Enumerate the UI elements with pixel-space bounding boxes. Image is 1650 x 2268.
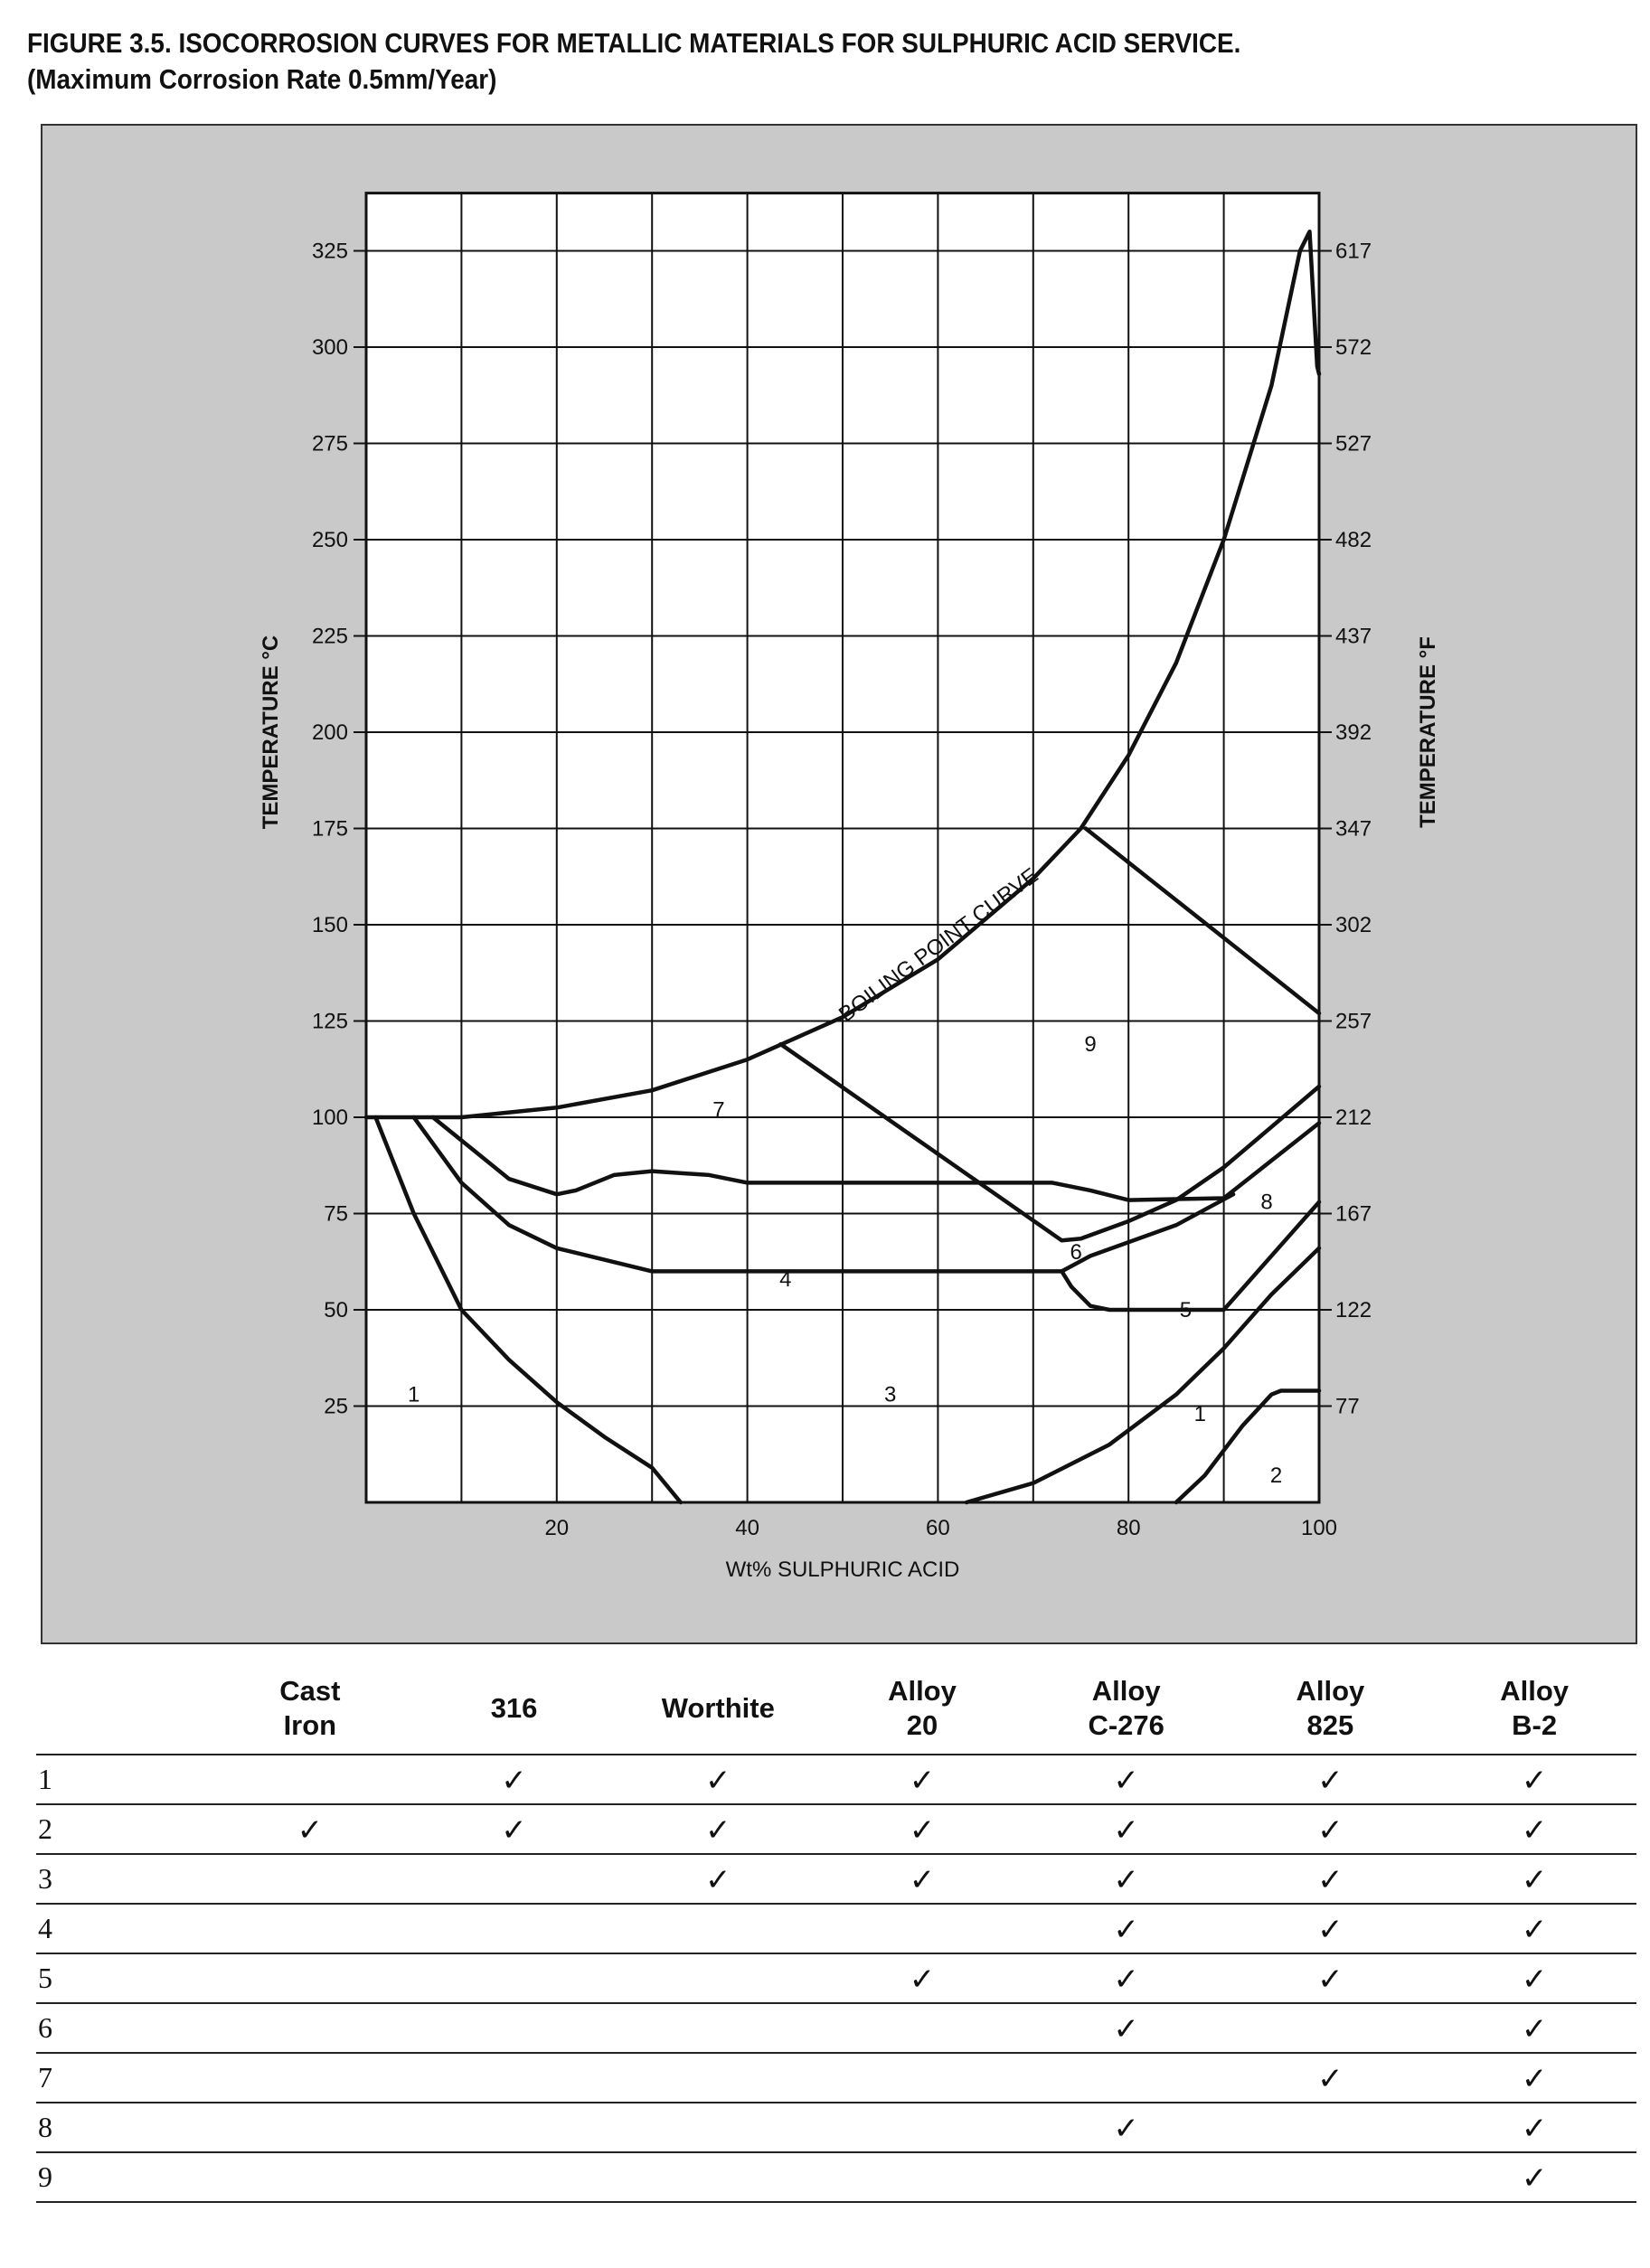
check-cell xyxy=(412,1804,617,1854)
y-tick-label: 325 xyxy=(311,239,348,264)
check-cell xyxy=(1432,2103,1636,2152)
table-row xyxy=(36,2003,1636,2053)
check-cell xyxy=(1229,1953,1433,2003)
check-cell xyxy=(1229,1904,1433,1953)
check-cell xyxy=(412,1953,617,2003)
check-cell xyxy=(1432,2152,1636,2202)
table-row xyxy=(36,1953,1636,2003)
check-cell xyxy=(616,1804,820,1854)
check-cell xyxy=(616,1755,820,1804)
check-cell xyxy=(616,1854,820,1904)
check-cell xyxy=(1229,1755,1433,1804)
check-cell xyxy=(1432,1804,1636,1854)
y-tick-label: 25 xyxy=(324,1394,348,1419)
check-cell xyxy=(412,2103,617,2152)
check-cell xyxy=(616,2003,820,2053)
row-label-header xyxy=(36,1663,208,1755)
check-mark-icon: ✓ xyxy=(1317,1861,1344,1898)
check-cell xyxy=(820,2152,1024,2202)
check-cell xyxy=(820,1854,1024,1904)
check-mark-icon: ✓ xyxy=(1317,1961,1344,1998)
check-mark-icon: ✓ xyxy=(1317,1911,1344,1948)
y2-tick-label: 347 xyxy=(1335,816,1372,842)
check-mark-icon: ✓ xyxy=(1521,2160,1548,2197)
check-cell xyxy=(208,1904,412,1953)
y2-tick-label: 527 xyxy=(1335,431,1372,456)
check-cell xyxy=(412,2152,617,2202)
check-cell xyxy=(1229,2003,1433,2053)
check-cell xyxy=(412,1904,617,1953)
y2-tick-label: 572 xyxy=(1335,335,1372,360)
check-cell xyxy=(1229,2103,1433,2152)
check-cell xyxy=(208,2003,412,2053)
y2-tick-label: 212 xyxy=(1335,1106,1372,1130)
figure-title: FIGURE 3.5. ISOCORROSION CURVES FOR METALLIC MATERIALS FOR SULPHURIC ACID SERVICE. xyxy=(27,27,1241,59)
check-cell xyxy=(820,2003,1024,2053)
x-tick-label: 60 xyxy=(926,1516,950,1540)
x-tick-label: 20 xyxy=(544,1516,570,1540)
table-row xyxy=(36,2053,1636,2103)
check-cell xyxy=(208,1854,412,1904)
check-cell xyxy=(1024,1755,1229,1804)
check-cell xyxy=(820,1755,1024,1804)
y-tick-label: 75 xyxy=(324,1201,348,1227)
check-mark-icon: ✓ xyxy=(1521,1911,1548,1948)
check-cell xyxy=(616,1953,820,2003)
check-cell xyxy=(208,2152,412,2202)
y2-tick-label: 482 xyxy=(1335,528,1372,552)
x-tick-label: 100 xyxy=(1300,1516,1338,1540)
check-cell xyxy=(616,1904,820,1953)
check-cell xyxy=(616,2053,820,2103)
table-row xyxy=(36,1755,1636,1804)
check-mark-icon: ✓ xyxy=(1113,1911,1139,1948)
y2-tick-label: 617 xyxy=(1335,239,1372,264)
check-mark-icon: ✓ xyxy=(1113,2110,1139,2147)
check-cell xyxy=(1432,1755,1636,1804)
check-mark-icon: ✓ xyxy=(909,1861,936,1898)
isocorrosion-chart xyxy=(42,126,1636,1642)
x-tick-label: 40 xyxy=(735,1516,759,1540)
check-cell xyxy=(1229,2053,1433,2103)
y2-tick-label: 122 xyxy=(1335,1298,1372,1322)
check-cell xyxy=(820,2103,1024,2152)
check-mark-icon: ✓ xyxy=(1113,1861,1139,1898)
chart-panel xyxy=(41,124,1637,1644)
check-cell xyxy=(820,1904,1024,1953)
table-row xyxy=(36,2103,1636,2152)
check-cell xyxy=(1024,2103,1229,2152)
check-cell xyxy=(616,2152,820,2202)
boiling-point-curve-label: BOILING POINT CURVE xyxy=(834,862,1043,1028)
check-cell xyxy=(1024,2003,1229,2053)
check-cell xyxy=(412,2003,617,2053)
y2-tick-label: 77 xyxy=(1335,1394,1360,1419)
check-cell xyxy=(820,1953,1024,2003)
x-tick-label: 80 xyxy=(1116,1516,1141,1540)
y2-tick-label: 302 xyxy=(1335,913,1372,937)
check-cell xyxy=(1229,2152,1433,2202)
header-alloy-b2: Alloy B-2 xyxy=(1432,1663,1636,1755)
check-cell xyxy=(208,2053,412,2103)
region-label-3: 3 xyxy=(884,1382,897,1407)
check-cell xyxy=(412,2053,617,2103)
table-row xyxy=(36,1804,1636,1854)
y-tick-label: 100 xyxy=(311,1106,348,1130)
header-worthite: Worthite xyxy=(616,1663,820,1755)
y-tick-label: 125 xyxy=(311,1009,348,1034)
check-mark-icon: ✓ xyxy=(909,1812,936,1849)
header-alloy-825: Alloy 825 xyxy=(1229,1663,1433,1755)
check-mark-icon: ✓ xyxy=(1113,1762,1139,1799)
x-axis-title: Wt% SULPHURIC ACID xyxy=(725,1557,960,1582)
check-cell xyxy=(1432,1953,1636,2003)
check-cell xyxy=(1024,1804,1229,1854)
check-cell xyxy=(1229,1804,1433,1854)
check-mark-icon: ✓ xyxy=(909,1961,936,1998)
region-label-1: 1 xyxy=(408,1382,420,1407)
table-row xyxy=(36,1904,1636,1953)
header-316: 316 xyxy=(412,1663,617,1755)
check-cell xyxy=(616,2103,820,2152)
check-cell xyxy=(1432,2003,1636,2053)
y-tick-label: 300 xyxy=(311,335,348,360)
check-mark-icon: ✓ xyxy=(1521,2110,1548,2147)
check-mark-icon: ✓ xyxy=(909,1762,936,1799)
y2-tick-label: 167 xyxy=(1335,1201,1372,1227)
check-mark-icon: ✓ xyxy=(297,1812,324,1849)
y-tick-label: 225 xyxy=(311,624,348,649)
region-label-4: 4 xyxy=(779,1266,792,1292)
y-tick-label: 200 xyxy=(311,720,348,745)
y-tick-label: 275 xyxy=(311,431,348,456)
check-cell xyxy=(820,2053,1024,2103)
check-mark-icon: ✓ xyxy=(1521,1812,1548,1849)
check-cell xyxy=(820,1804,1024,1854)
y-tick-label: 50 xyxy=(324,1298,348,1322)
check-mark-icon: ✓ xyxy=(705,1812,731,1849)
check-mark-icon: ✓ xyxy=(1317,2060,1344,2097)
row-label: 4 xyxy=(36,1904,208,1953)
check-mark-icon: ✓ xyxy=(1317,1812,1344,1849)
row-label: 3 xyxy=(36,1854,208,1904)
row-label: 6 xyxy=(36,2003,208,2053)
check-cell xyxy=(412,1755,617,1804)
check-cell xyxy=(1024,2152,1229,2202)
y2-tick-label: 392 xyxy=(1335,720,1372,745)
row-label: 7 xyxy=(36,2053,208,2103)
table-row xyxy=(36,1854,1636,1904)
region-label-2: 2 xyxy=(1269,1463,1283,1489)
check-mark-icon: ✓ xyxy=(1113,1812,1139,1849)
region-label-7: 7 xyxy=(712,1097,725,1123)
check-cell xyxy=(1432,1904,1636,1953)
check-mark-icon: ✓ xyxy=(1317,1762,1344,1799)
header-alloy-20: Alloy 20 xyxy=(820,1663,1024,1755)
check-cell xyxy=(412,1854,617,1904)
row-label: 1 xyxy=(36,1755,208,1804)
check-mark-icon: ✓ xyxy=(1521,2060,1548,2097)
check-cell xyxy=(1024,1904,1229,1953)
y2-axis-title: TEMPERATURE °F xyxy=(1416,636,1440,828)
row-label: 5 xyxy=(36,1953,208,2003)
y-axis-title: TEMPERATURE °C xyxy=(259,635,283,830)
check-mark-icon: ✓ xyxy=(501,1762,527,1799)
check-cell xyxy=(1024,2053,1229,2103)
check-cell xyxy=(208,1953,412,2003)
y-tick-label: 175 xyxy=(311,816,348,842)
material-suitability-table xyxy=(36,1663,1636,2203)
check-cell xyxy=(208,2103,412,2152)
row-label: 9 xyxy=(36,2152,208,2202)
check-mark-icon: ✓ xyxy=(1113,1961,1139,1998)
check-cell xyxy=(1432,1854,1636,1904)
check-mark-icon: ✓ xyxy=(1521,1961,1548,1998)
region-label-6: 6 xyxy=(1070,1240,1082,1266)
check-cell xyxy=(208,1755,412,1804)
table-row xyxy=(36,2152,1636,2202)
check-cell xyxy=(1024,1953,1229,2003)
y-tick-label: 150 xyxy=(311,913,348,937)
row-label: 8 xyxy=(36,2103,208,2152)
y2-tick-label: 257 xyxy=(1335,1009,1372,1034)
region-label-5: 5 xyxy=(1179,1298,1193,1322)
check-mark-icon: ✓ xyxy=(705,1861,731,1898)
y-tick-label: 250 xyxy=(311,528,348,552)
check-mark-icon: ✓ xyxy=(705,1762,731,1799)
header-alloy-c276: Alloy C-276 xyxy=(1024,1663,1229,1755)
y2-tick-label: 437 xyxy=(1335,624,1372,649)
region-label-9: 9 xyxy=(1084,1032,1097,1058)
check-mark-icon: ✓ xyxy=(501,1812,527,1849)
check-cell xyxy=(1229,1854,1433,1904)
region-label-8: 8 xyxy=(1260,1190,1273,1215)
check-mark-icon: ✓ xyxy=(1521,1861,1548,1898)
region-label-1: 1 xyxy=(1193,1402,1206,1427)
row-label: 2 xyxy=(36,1804,208,1854)
check-cell xyxy=(1432,2053,1636,2103)
header-cast-iron: Cast Iron xyxy=(208,1663,412,1755)
check-mark-icon: ✓ xyxy=(1113,2010,1139,2047)
check-cell xyxy=(1024,1854,1229,1904)
check-mark-icon: ✓ xyxy=(1521,2010,1548,2047)
figure-subtitle: (Maximum Corrosion Rate 0.5mm/Year) xyxy=(27,63,497,95)
check-mark-icon: ✓ xyxy=(1521,1762,1548,1799)
table-header-row xyxy=(36,1663,1636,1755)
check-cell xyxy=(208,1804,412,1854)
